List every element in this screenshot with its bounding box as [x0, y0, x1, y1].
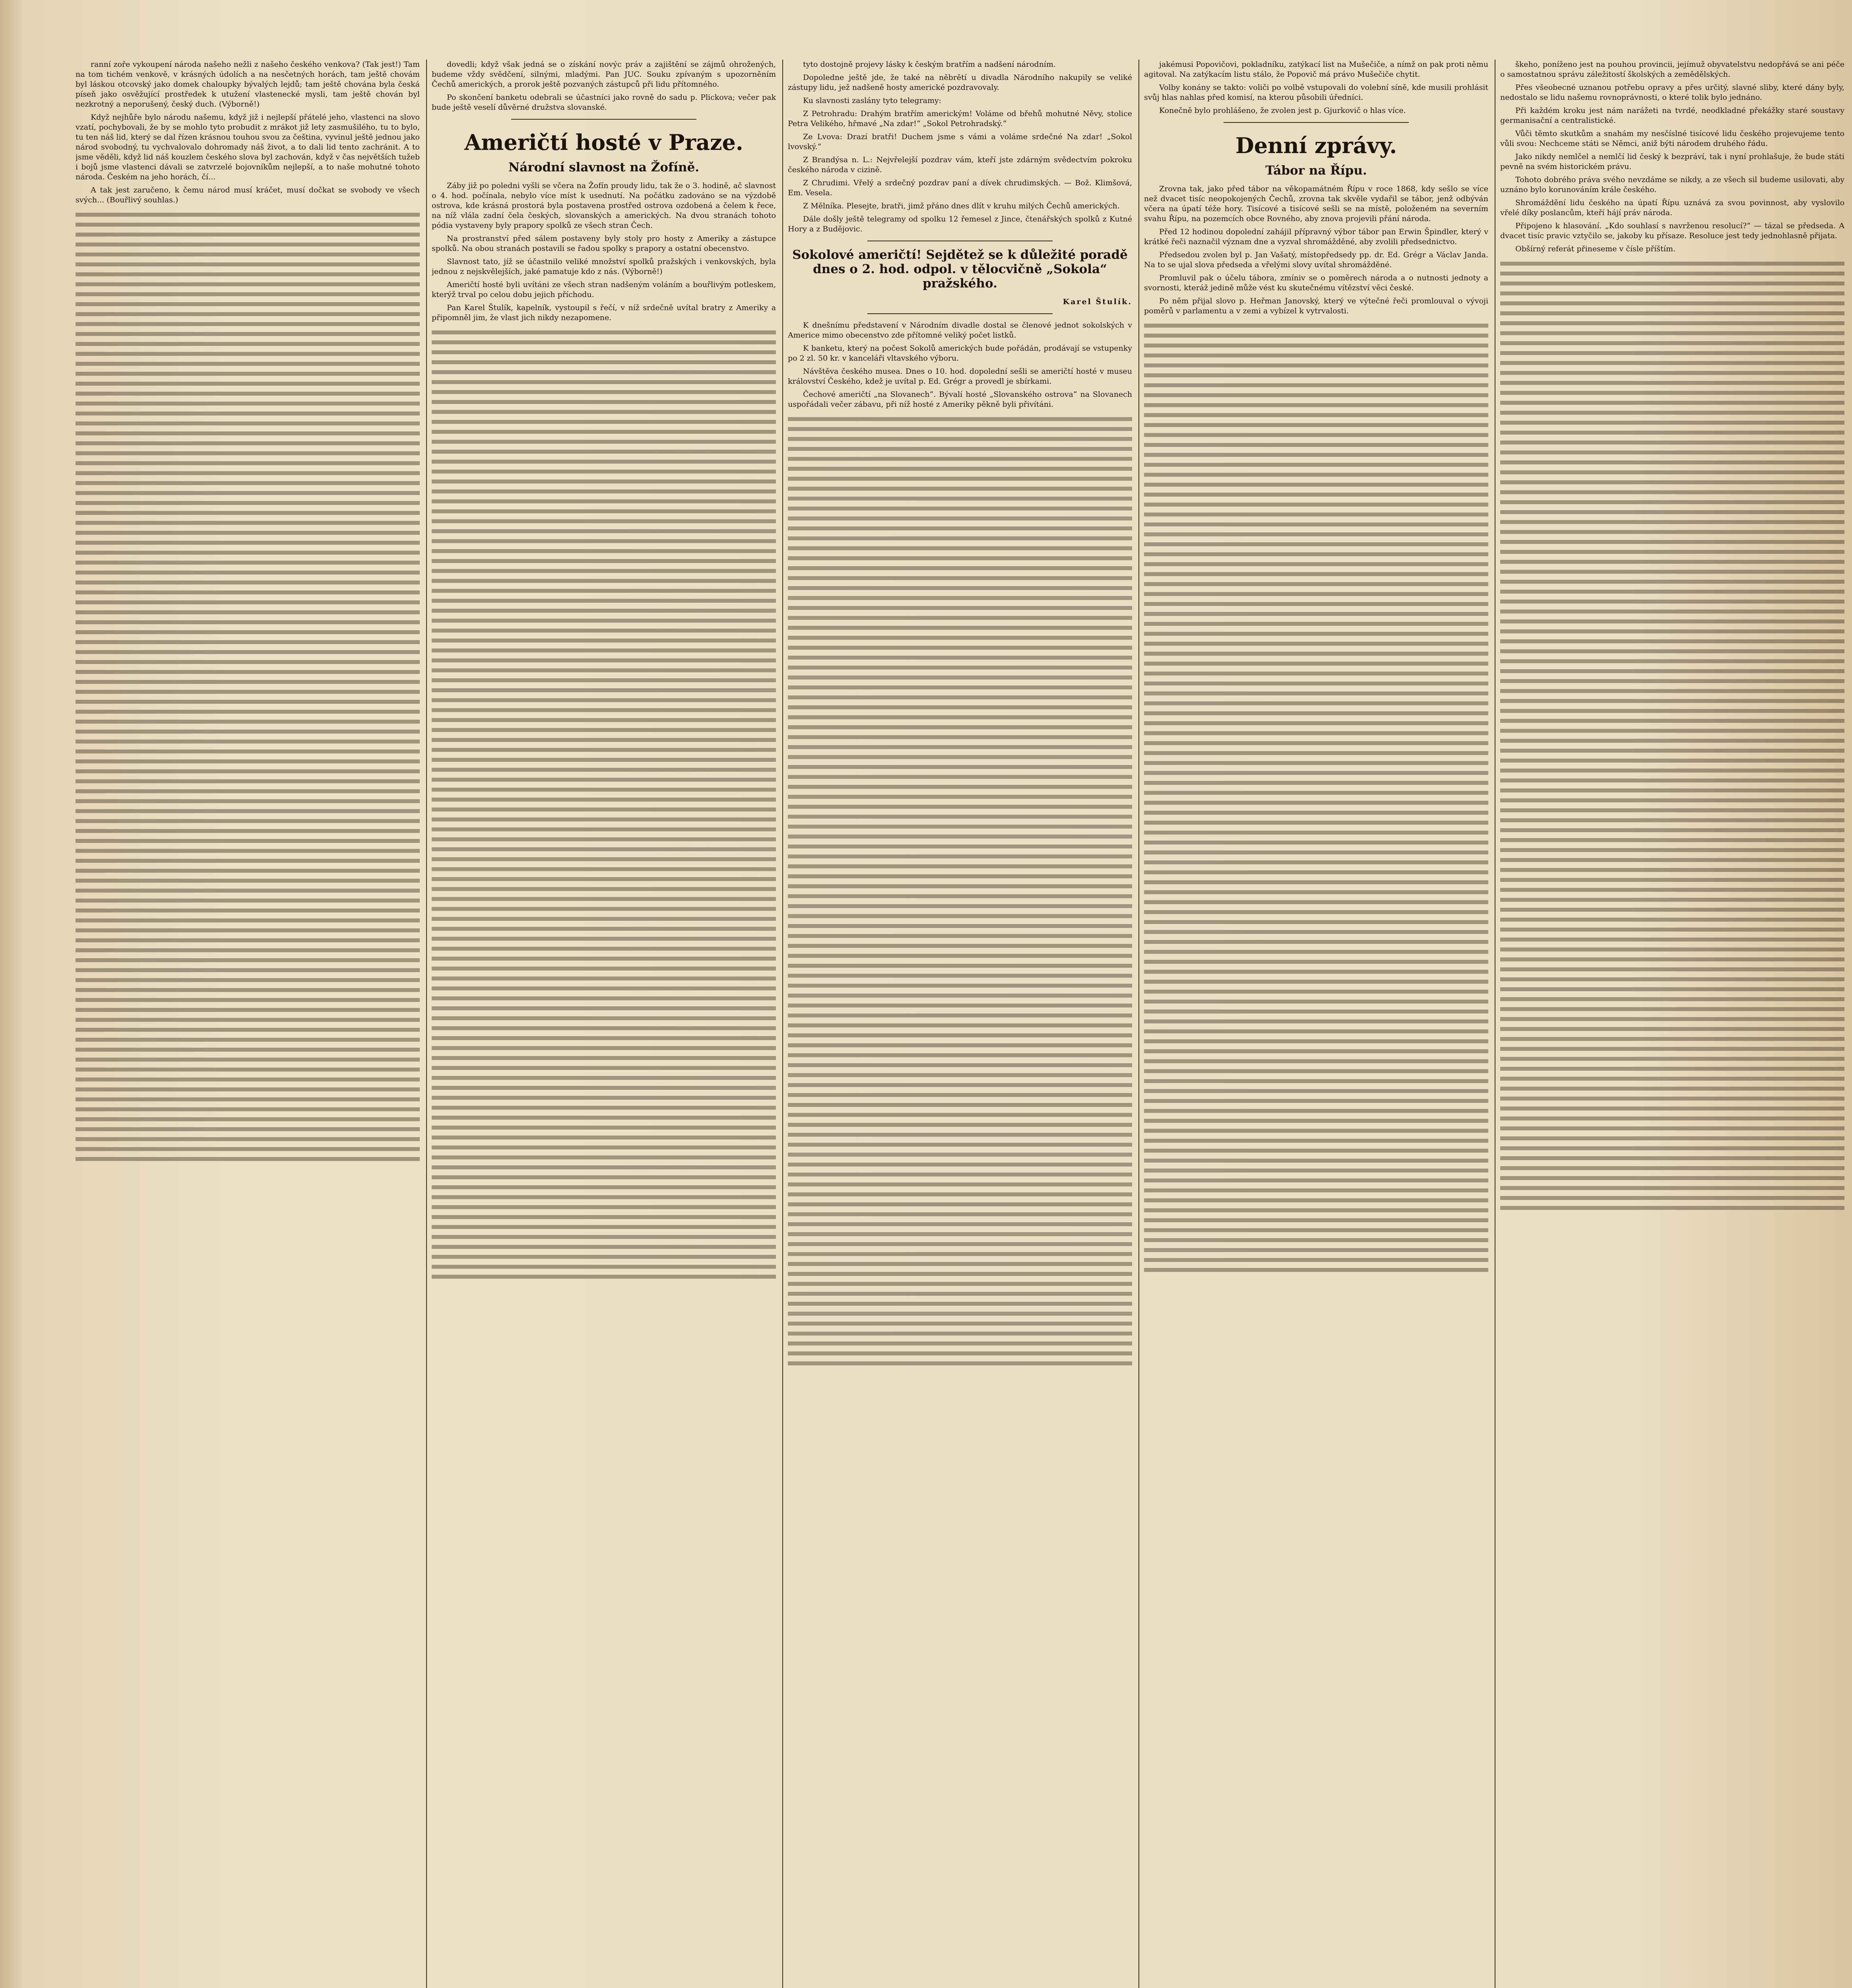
article-paragraph: škeho, poníženo jest na pouhou provincii, jejímuž obyvatelstvu nedopřává se ani péče o samostatnou správu záležitostí školských a zemědělských. — [1500, 60, 1844, 79]
article-paragraph: Dopoledne ještě jde, že také na něbrětí u divadla Národního nakupily se veliké zástupy lidu, jež nadšeně hosty americké pozdravovaly. — [788, 73, 1132, 92]
article-headline: Američtí hosté v Praze. — [464, 130, 743, 155]
article-paragraph: Po skončení banketu odebrali se účastníci jako rovně do sadu p. Plickova; večer pak bude ještě veselí důvěrné družstva slovanské. — [432, 93, 776, 112]
telegram: Z Brandýsa n. L.: Nejvřelejší pozdrav vám, kteří jste zdárným svědectvím pokroku českého národa v cizině. — [788, 155, 1132, 174]
section-divider — [867, 313, 1053, 314]
article-paragraph: tyto dostojně projevy lásky k českým bratřím a nadšení národním. — [803, 60, 1056, 69]
article-paragraph: dovedli; když však jedná se o získání novýc práv a zajištění se zájmů ohrožených, budeme vždy svědčení, silnými, mladými. Pan JUC. Souku zpívaným s upozorněním Čechů amerických, a prorok ještě pozvaných zástupců při lidu přítomného. — [432, 60, 776, 89]
section-divider — [1224, 122, 1409, 123]
page-edge-shadow — [0, 0, 24, 1988]
telegram: Z Chrudimi. Vřelý a srdečný pozdrav paní a dívek chrudimských. — Bož. Klimšová, Em. Vesela. — [788, 179, 1132, 197]
article-paragraph: Připojeno k hlasování. „Kdo souhlasí s navrženou resolucí?“ — tázal se předseda. A dvacet tisíc pravic vztyčilo se, jakoby ku přísaze. Resoluce jest tedy jednohlasně přijata. — [1500, 221, 1844, 240]
article-paragraph: Před 12 hodinou dopolední zahájil přípravný výbor tábor pan Erwin Špindler, který v krátké řeči naznačil význam dne a vyzval shromážděné, aby zvolili předsednictvo. — [1144, 227, 1488, 246]
article-paragraph: Konečně bylo prohlášeno, že zvolen jest p. Gjurkovič o hlas více. — [1159, 106, 1406, 115]
section-headline: Denní zprávy. — [1235, 133, 1397, 158]
article-paragraph: Obšírný referát přineseme v čísle příštím. — [1515, 245, 1676, 253]
article-paragraph: Pan Karel Štulík, kapelník, vystoupil s řečí, v níž srdečně uvítal bratry z Ameriky a připomněl jim, že vlast jich nikdy nezapomene. — [432, 303, 776, 322]
article-paragraph: Přes všeobecné uznanou potřebu opravy a přes určitý, slavné sliby, které dány byly, nedostalo se lidu našemu rovnoprávnosti, o které tolik bylo jednáno. — [1500, 83, 1844, 102]
column-rule — [1138, 60, 1139, 1988]
article-paragraph: Shromáždění lidu českého na úpatí Řípu uznává za svou povinnost, aby vyslovilo vřelé díky poslancům, kteří hájí práv národa. — [1500, 198, 1844, 217]
notice-signature: Karel Štulík. — [1063, 297, 1132, 306]
article-subheadline: Národní slavnost na Žofíně. — [508, 160, 700, 175]
article-paragraph: Čechové američtí „na Slovanech“. Bývalí hosté „Slovanského ostrova“ na Slovanech uspořádali večer zábavu, při níž hosté z Ameriky pěkně byli přivítáni. — [788, 390, 1132, 409]
article-paragraph: Tohoto dobrého práva svého nevzdáme se nikdy, a ze všech sil budeme usilovati, aby uznáno bylo korunováním krále českého. — [1500, 175, 1844, 194]
article-paragraph: Ku slavnosti zaslány tyto telegramy: — [803, 96, 942, 105]
article-paragraph: Slavnost tato, jíž se účastnilo veliké množství spolků pražských i venkovských, byla jednou z nejskvělejších, jaké pamatuje kdo z nás. (Výborně!) — [432, 257, 776, 276]
column-4 — [1144, 60, 1488, 1988]
column-5 — [1500, 60, 1844, 1988]
article-paragraph: Zrovna tak, jako před tábor na věkopamátném Řípu v roce 1868, kdy sešlo se více než dvacet tisíc neopokojených Čechů, zrovna tak skvěle vydařil se tábor, jenž odbýván včera na úpatí téže hory. Tisícové a tisícové sešli se na místě, položeném na severním svahu Řípu, na pozemcích obce Rovného, aby znova projevili přání národa. — [1144, 184, 1488, 223]
column-2 — [432, 60, 776, 1988]
column-rule — [426, 60, 427, 1988]
article-paragraph: Návštěva českého musea. Dnes o 10. hod. dopolední sešli se američtí hosté v museu království Českého, kdež je uvítal p. Ed. Grégr a provedl je sbírkami. — [788, 367, 1132, 386]
column-3 — [788, 60, 1132, 1988]
notice-headline: Sokolové američtí! Sejdětež se k důležité poradě dnes o 2. hod. odpol. v tělocvičně „Sokola“ pražského. — [792, 248, 1128, 291]
telegram: Z Petrohradu: Drahým bratřím americkým! Voláme od břehů mohutné Něvy, stolice Petra Velikého, hřmavé „Na zdar!“ „Sokol Petrohradský.“ — [788, 109, 1132, 128]
article-subheadline: Tábor na Řípu. — [1265, 163, 1367, 178]
continued-text — [76, 209, 420, 1163]
article-paragraph: Když nejhůře bylo národu našemu, když již i nejlepší přátelé jeho, vlastenci na slovo vzatí, pochybovali, že by se mohlo tyto probudit z mrákot již lety zasmušilého, tu to bylo, tu ten náš lid, který se dal řízen krásnou touhou svou za čeština, vyvinul ještě jednou jako národ svobodný, tu vychvalovalo dohromady náš život, a to dali lid tento zachránit. A to jsme věděli, když lid náš kouzlem českého slova byl zachován, když v čas největších tužeb i bojů jsme vlastenci dávali se zatvrzelé bojovníkům nejlepší, a to naše mohutné tohoto národa. Českém na jeho horách, čí... — [76, 113, 420, 181]
continued-text — [788, 414, 1132, 1368]
article-paragraph: Vůči těmto skutkům a snahám my nesčíslné tisícové lidu českého projevujeme tento vůli svou: Nechceme státi se Němci, aniž býti národem druhého řádu. — [1500, 129, 1844, 148]
telegram: Z Mělníka. Plesejte, bratři, jimž přáno dnes dlít v kruhu milých Čechů amerických. — [803, 202, 1120, 210]
article-paragraph: jakémusi Popovičovi, pokladníku, zatýkací list na Mušečiče, a nímž on pak proti němu agitoval. Na zatýkacím listu stálo, že Popovič má právo Mušečiče chytit. — [1144, 60, 1488, 79]
article-paragraph: Volby konány se takto: voliči po volbě vstupovali do volební síně, kde musili prohlásit svůj hlas nahlas před komisí, na kterou působili úředníci. — [1144, 83, 1488, 102]
telegram: Dále došly ještě telegramy od spolku 12 řemesel z Jince, čtenářských spolků z Kutné Hory a z Budějovic. — [788, 215, 1132, 233]
article-paragraph: Američtí hosté byli uvítáni ze všech stran nadšeným voláním a bouřlivým potleskem, kterýž trval po celou dobu jejich příchodu. — [432, 280, 776, 299]
article-paragraph: Jako nikdy nemlčel a nemlčí lid český k bezpráví, tak i nyní prohlašuje, že bude státi pevně na svém historickém právu. — [1500, 152, 1844, 171]
continued-text — [1500, 258, 1844, 1212]
article-paragraph: A tak jest zaručeno, k čemu národ musí kráčet, musí dočkat se svobody ve všech svých... (Bouřlivý souhlas.) — [76, 186, 420, 204]
article-paragraph: K dnešnímu představení v Národním divadle dostal se členové jednot sokolských v Americe mimo obecenstvo zde přítomné veliký počet listků. — [788, 321, 1132, 340]
article-paragraph: Při každém kroku jest nám narážeti na tvrdé, neodkladné překážky staré soustavy germanisační a centralistické. — [1500, 106, 1844, 125]
article-paragraph: Předsedou zvolen byl p. Jan Vašatý, místopředsedy pp. dr. Ed. Grégr a Václav Janda. Na to se ujal slova předseda a vřelými slovy uvítal shromážděné. — [1144, 250, 1488, 269]
article-paragraph: Po něm přijal slovo p. Heřman Janovský, který ve výtečné řeči promlouval o vývoji poměrů v parlamentu a v zemi a vybízel k vytrvalosti. — [1144, 297, 1488, 315]
article-paragraph: Záby již po poledni vyšli se včera na Žofín proudy lidu, tak že o 3. hodině, ač slavnost o 4. hod. počínala, nebylo více míst k usednutí. Na počátku zadováno se na výzdobě ostrova, kde krásná prostorá byla postavena prostřed ostrova ozdobená a čelem k řece, na níž vlála zadní čela českých, slovanských a amerických. Na dvou stranách tohoto pódia vystaveny byly prapory spolků ze všech stran Čech. — [432, 181, 776, 230]
article-paragraph: Na prostranství před sálem postaveny byly stoly pro hosty z Ameriky a zástupce spolků. Na obou stranách postavili se řadou spolky s prapory a ostatní obecenstvo. — [432, 234, 776, 253]
column-1 — [76, 60, 420, 1988]
continued-text — [1144, 320, 1488, 1274]
article-paragraph: ranní zoře vykoupení národa našeho nežli z našeho českého venkova? (Tak jest!) Tam na tom tichém venkově, v krásných údolích a na nesčetných horách, tam ještě chovám byl láskou otcovský jako domek chaloupky bývalých lejdů; tam ještě chována byla česká píseň jako osvěžující prostředek k utužení vlastenecké mysli, tam ještě chován byl nezkrotný a neporušený, český duch. (Výborně!) — [76, 60, 420, 109]
article-paragraph: K banketu, který na počest Sokolů amerických bude pořádán, prodávají se vstupenky po 2 zl. 50 kr. v kanceláři vltavského výboru. — [788, 344, 1132, 363]
continued-text — [432, 327, 776, 1281]
telegram: Ze Lvova: Drazí bratři! Duchem jsme s vámi a voláme srdečné Na zdar! „Sokol lvovský.“ — [788, 132, 1132, 151]
column-rule — [782, 60, 783, 1988]
article-paragraph: Promluvil pak o účelu tábora, zmíniv se o poměrech národa a o nutnosti jednoty a svornosti, kteráž jedině může vést ku skutečnému vítězství věci české. — [1144, 274, 1488, 292]
section-divider — [511, 119, 696, 120]
